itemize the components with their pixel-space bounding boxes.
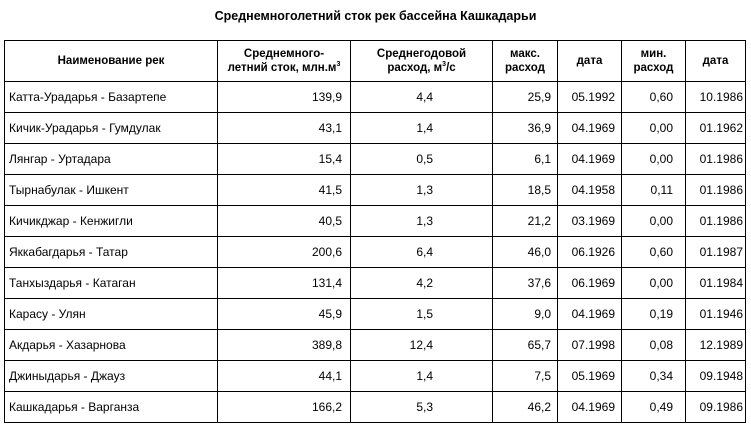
header-flow-line1: Среднемного-: [243, 48, 325, 60]
page-title: Среднемноголетний сток рек бассейна Кашкадарьи: [214, 9, 537, 23]
table-row: [5, 361, 746, 392]
cell-name: Кичик-Урадарья - Гумдулак: [5, 113, 218, 144]
cell-min: 0,49: [622, 392, 686, 423]
cell-max: 6,1: [493, 144, 558, 175]
cell-avg: 1,4: [351, 113, 493, 144]
table-row: [5, 113, 746, 144]
cell-flow: 131,4: [218, 268, 351, 299]
cell-avg: 1,3: [351, 175, 493, 206]
cell-name: Акдарья - Хазарнова: [5, 330, 218, 361]
cell-avg: 1,5: [351, 299, 493, 330]
cell-min: 0,60: [622, 82, 686, 113]
cell-name: Кичикджар - Кенжигли: [5, 206, 218, 237]
cell-max: 18,5: [493, 175, 558, 206]
cell-max-date: 07.1998: [558, 330, 622, 361]
cell-max-date: 06.1926: [558, 237, 622, 268]
header-avg-sup: 3: [442, 61, 447, 69]
cell-min: 0,00: [622, 144, 686, 175]
table-row: [5, 175, 746, 206]
header-avg-tail: /с: [446, 62, 456, 74]
cell-min: 0,00: [622, 113, 686, 144]
cell-min-date: 01.1946: [686, 299, 746, 330]
header-avg-line2: расход, м: [387, 62, 443, 74]
table-row: [5, 206, 746, 237]
cell-flow: 200,6: [218, 237, 351, 268]
header-min-line1: мин.: [640, 48, 667, 60]
cell-min: 0,00: [622, 206, 686, 237]
cell-min: 0,11: [622, 175, 686, 206]
cell-min-date: 12.1989: [686, 330, 746, 361]
table-header-row: [5, 41, 746, 82]
cell-name: Кашкадарья - Варганза: [5, 392, 218, 423]
cell-name: Карасу - Улян: [5, 299, 218, 330]
header-min: [622, 41, 686, 82]
cell-max-date: 05.1969: [558, 361, 622, 392]
header-avg: [351, 41, 493, 82]
table-row: [5, 144, 746, 175]
cell-flow: 40,5: [218, 206, 351, 237]
header-flow-line2: летний сток, млн.м: [227, 62, 337, 74]
table-row: [5, 299, 746, 330]
cell-avg: 12,4: [351, 330, 493, 361]
cell-min-date: 01.1986: [686, 175, 746, 206]
header-avg-line1: Среднегодовой: [376, 48, 467, 60]
cell-min-date: 01.1987: [686, 237, 746, 268]
table-row: [5, 330, 746, 361]
table-row: [5, 268, 746, 299]
cell-flow: 41,5: [218, 175, 351, 206]
cell-min-date: 01.1984: [686, 268, 746, 299]
cell-avg: 0,5: [351, 144, 493, 175]
cell-min-date: 10.1986: [686, 82, 746, 113]
cell-name: Тырнабулак - Ишкент: [5, 175, 218, 206]
cell-min-date: 09.1948: [686, 361, 746, 392]
cell-max: 46,0: [493, 237, 558, 268]
cell-max-date: 05.1992: [558, 82, 622, 113]
cell-max: 9,0: [493, 299, 558, 330]
cell-min-date: 01.1986: [686, 144, 746, 175]
header-min-date: дата: [686, 41, 746, 82]
cell-flow: 43,1: [218, 113, 351, 144]
cell-max-date: 04.1969: [558, 113, 622, 144]
cell-max-date: 03.1969: [558, 206, 622, 237]
river-flow-table: [4, 40, 746, 423]
cell-max: 65,7: [493, 330, 558, 361]
cell-max-date: 04.1969: [558, 299, 622, 330]
cell-min: 0,34: [622, 361, 686, 392]
cell-flow: 44,1: [218, 361, 351, 392]
cell-name: Джиныдарья - Джауз: [5, 361, 218, 392]
cell-name: Катта-Урадарья - Базартепе: [5, 82, 218, 113]
cell-max: 21,2: [493, 206, 558, 237]
cell-max-date: 04.1969: [558, 144, 622, 175]
cell-flow: 139,9: [218, 82, 351, 113]
header-max-date: дата: [558, 41, 622, 82]
cell-name: Лянгар - Уртадара: [5, 144, 218, 175]
cell-min: 0,08: [622, 330, 686, 361]
cell-avg: 5,3: [351, 392, 493, 423]
cell-max: 7,5: [493, 361, 558, 392]
cell-min: 0,19: [622, 299, 686, 330]
cell-flow: 45,9: [218, 299, 351, 330]
cell-min-date: 09.1986: [686, 392, 746, 423]
cell-avg: 4,4: [351, 82, 493, 113]
cell-max-date: 04.1969: [558, 392, 622, 423]
cell-max: 36,9: [493, 113, 558, 144]
cell-name: Танхыздарья - Катаган: [5, 268, 218, 299]
cell-max: 25,9: [493, 82, 558, 113]
table-row: [5, 237, 746, 268]
header-flow: [218, 41, 351, 82]
cell-min-date: 01.1986: [686, 206, 746, 237]
header-max-line1: макс.: [510, 48, 540, 60]
cell-avg: 1,4: [351, 361, 493, 392]
cell-max: 46,2: [493, 392, 558, 423]
cell-max-date: 04.1958: [558, 175, 622, 206]
cell-min-date: 01.1962: [686, 113, 746, 144]
cell-min: 0,00: [622, 268, 686, 299]
header-max: [493, 41, 558, 82]
cell-flow: 15,4: [218, 144, 351, 175]
cell-max-date: 06.1969: [558, 268, 622, 299]
header-max-line2: расход: [505, 62, 545, 74]
cell-avg: 1,3: [351, 206, 493, 237]
header-flow-sup: 3: [336, 61, 341, 69]
cell-flow: 166,2: [218, 392, 351, 423]
cell-avg: 6,4: [351, 237, 493, 268]
header-name: Наименование рек: [5, 41, 218, 82]
cell-avg: 4,2: [351, 268, 493, 299]
cell-name: Яккабагдарья - Татар: [5, 237, 218, 268]
table-row: [5, 392, 746, 423]
table-row: [5, 82, 746, 113]
header-min-line2: расход: [633, 62, 674, 74]
cell-max: 37,6: [493, 268, 558, 299]
cell-min: 0,60: [622, 237, 686, 268]
cell-flow: 389,8: [218, 330, 351, 361]
